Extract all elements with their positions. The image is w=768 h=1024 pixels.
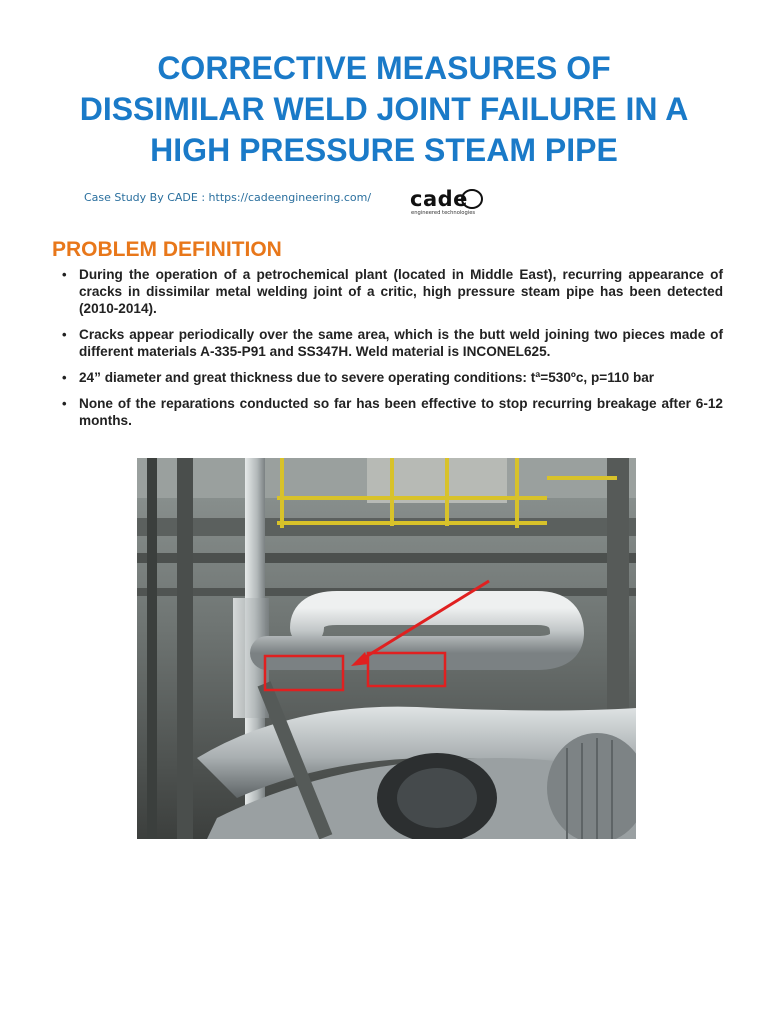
bullet-icon: • <box>62 370 67 385</box>
title-line-2: DISSIMILAR WELD JOINT FAILURE IN A <box>79 91 689 127</box>
title-line-3: HIGH PRESSURE STEAM PIPE <box>150 132 618 168</box>
steam-pipe-photo <box>137 458 636 839</box>
case-study-credit: Case Study By CADE : https://cadeengineering.com/ <box>84 191 372 204</box>
bullet-icon: • <box>62 327 67 342</box>
problem-bullet-list <box>62 266 723 438</box>
bullet-icon: • <box>62 267 67 282</box>
list-item <box>62 369 723 386</box>
document-title <box>30 48 738 171</box>
bullet-text: 24” diameter and great thickness due to severe operating conditions: tª=530ºc, p=110 bar <box>79 370 655 385</box>
bullet-text: During the operation of a petrochemical plant (located in Middle East), recurring appearance of cracks in dissimilar metal welding joint of a critic, high pressure steam pipe has been detected (2010-2014). <box>79 267 723 316</box>
logo-wordmark: cade <box>410 187 468 211</box>
logo-tagline: engineered technologies <box>411 210 476 216</box>
cade-logo-icon <box>408 186 488 218</box>
problem-definition-heading: PROBLEM DEFINITION <box>52 238 282 261</box>
bullet-text: None of the reparations conducted so far has been effective to stop recurring breakage after 6-12 months. <box>79 396 723 428</box>
list-item <box>62 395 723 429</box>
bullet-text: Cracks appear periodically over the same area, which is the butt weld joining two pieces made of different materials A-335-P91 and SS347H. Weld material is INCONEL625. <box>79 327 723 359</box>
list-item <box>62 266 723 317</box>
list-item <box>62 326 723 360</box>
title-line-1: CORRECTIVE MEASURES OF <box>157 50 611 86</box>
bullet-icon: • <box>62 396 67 411</box>
